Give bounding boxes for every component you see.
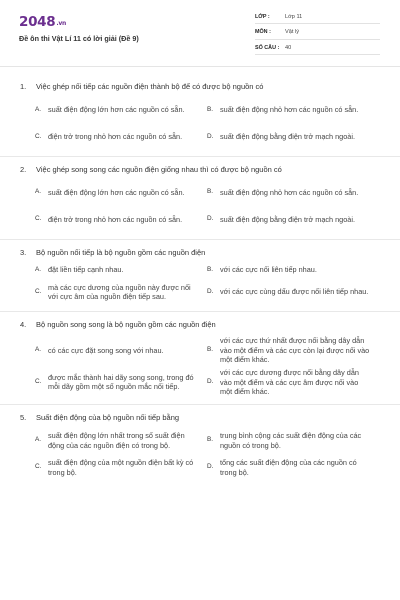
question-2 [0, 157, 400, 240]
option-a[interactable] [35, 98, 207, 122]
option-a[interactable] [35, 181, 207, 205]
meta-key: SỐ CÂU : [255, 44, 280, 51]
option-text: với các cực dương được nối bằng dây dẫn vào một điểm và các cực âm được nối vào một điểm khác. [220, 367, 359, 397]
option-text: suất điện động bằng điện trở mạch ngoài. [220, 214, 356, 224]
option-text: đặt liền tiếp cạnh nhau. [48, 265, 124, 275]
question-text: Bộ nguồn nối tiếp là bộ nguồn gồm các nguồn điện [36, 247, 206, 257]
option-letter: C. [35, 215, 42, 223]
question-number: 4. [20, 320, 27, 330]
question-text: Suất điện động của bộ nguồn nối tiếp bằng [36, 412, 180, 422]
option-letter: A. [35, 188, 42, 196]
question-4 [0, 312, 400, 405]
exam-meta [255, 10, 380, 57]
option-b[interactable] [207, 263, 379, 277]
meta-key: MÔN : [255, 29, 271, 36]
logo-main: 2048 [19, 14, 56, 30]
answer-options [20, 98, 386, 149]
answer-options [20, 429, 386, 480]
question-number: 3. [20, 247, 27, 257]
question-list [0, 74, 400, 487]
option-text: suất điện động lớn nhất trong số suất điện động của các nguồn điện có trong bộ. [48, 430, 185, 450]
option-letter: D. [207, 463, 214, 471]
question-number: 2. [20, 164, 27, 174]
answer-options [20, 336, 386, 397]
option-c[interactable] [35, 456, 207, 480]
question-prompt [20, 82, 386, 92]
question-prompt [20, 248, 386, 258]
question-prompt [20, 165, 386, 175]
option-letter: D. [207, 378, 214, 386]
question-5 [0, 405, 400, 487]
page-header [0, 0, 400, 74]
option-text: mà các cực dương của nguồn này được nối với cực âm của nguồn điện tiếp sau. [48, 282, 191, 302]
option-b[interactable] [207, 336, 379, 365]
meta-row-subject [255, 26, 380, 40]
option-d[interactable] [207, 456, 379, 480]
option-text: với các cực cùng dấu được nối liên tiếp nhau. [220, 287, 369, 297]
option-text: với các cực nối liên tiếp nhau. [220, 265, 317, 275]
meta-key: LỚP : [255, 13, 270, 20]
answer-options [20, 181, 386, 232]
option-text: được mắc thành hai dãy song song, trong đó mỗi dãy gồm một số nguồn mắc nối tiếp. [48, 372, 194, 392]
option-b[interactable] [207, 98, 379, 122]
option-letter: B. [207, 188, 214, 196]
question-1 [0, 74, 400, 157]
option-letter: C. [35, 378, 42, 386]
option-letter: A. [35, 266, 42, 274]
option-letter: D. [207, 215, 214, 223]
meta-row-class [255, 10, 380, 24]
option-letter: D. [207, 132, 214, 140]
option-d[interactable] [207, 368, 379, 397]
logo-domain: .vn [56, 20, 66, 27]
option-b[interactable] [207, 429, 379, 453]
option-d[interactable] [207, 280, 379, 304]
question-number: 5. [20, 412, 27, 422]
question-prompt [20, 413, 386, 423]
option-c[interactable] [35, 280, 207, 304]
option-letter: A. [35, 105, 42, 113]
option-c[interactable] [35, 125, 207, 149]
option-text: điện trở trong nhỏ hơn các nguồn có sẵn. [48, 214, 183, 224]
option-a[interactable] [35, 336, 207, 365]
option-d[interactable] [207, 208, 379, 232]
option-letter: B. [207, 346, 214, 354]
option-text: suất điện động bằng điện trở mạch ngoài. [220, 131, 356, 141]
question-text: Bộ nguồn song song là bộ nguồn gồm các nguồn điện [36, 320, 216, 330]
meta-value: 40 [285, 44, 292, 51]
exam-title: Đề ôn thi Vật Lí 11 có lời giải (Đề 9) [19, 34, 139, 43]
option-letter: B. [207, 266, 214, 274]
site-logo[interactable] [19, 14, 66, 32]
answer-options [20, 263, 386, 304]
option-letter: B. [207, 436, 214, 444]
question-text: Việc ghép song song các nguồn điện giống nhau thì có được bộ nguồn có [36, 164, 282, 174]
option-letter: C. [35, 288, 42, 296]
option-text: suất điện động nhỏ hơn các nguồn có sẵn. [220, 104, 359, 114]
option-text: suất điện động lớn hơn các nguồn có sẵn. [48, 187, 185, 197]
option-text: suất điện động lớn hơn các nguồn có sẵn. [48, 104, 185, 114]
option-letter: D. [207, 288, 214, 296]
question-number: 1. [20, 82, 27, 91]
option-letter: C. [35, 463, 42, 471]
question-prompt [20, 320, 386, 330]
question-text: Việc ghép nối tiếp các nguồn điện thành bộ để có được bộ nguồn có [36, 82, 264, 91]
option-letter: A. [35, 436, 42, 444]
option-text: suất điện động nhỏ hơn các nguồn có sẵn. [220, 187, 359, 197]
meta-row-count [255, 41, 380, 55]
meta-value: Lớp 11 [285, 13, 303, 20]
option-a[interactable] [35, 263, 207, 277]
header-divider [0, 66, 400, 67]
question-3 [0, 240, 400, 313]
option-letter: B. [207, 105, 214, 113]
option-text: suất điện động của một nguồn điện bất kỳ có trong bộ. [48, 457, 194, 477]
meta-value: Vật lý [285, 29, 299, 36]
option-c[interactable] [35, 368, 207, 397]
option-text: tổng các suất điện động của các nguồn có trong bộ. [220, 457, 357, 477]
option-d[interactable] [207, 125, 379, 149]
option-letter: A. [35, 346, 42, 354]
option-text: với các cực thứ nhất được nối bằng dây dẫn vào một điểm và các cực còn lại được nối vào một điểm khác. [220, 336, 370, 365]
option-a[interactable] [35, 429, 207, 453]
option-text: trung bình cộng các suất điện động của các nguồn có trong bộ. [220, 430, 362, 450]
option-text: điện trở trong nhỏ hơn các nguồn có sẵn. [48, 131, 183, 141]
option-letter: C. [35, 132, 42, 140]
option-b[interactable] [207, 181, 379, 205]
option-text: có các cực đặt song song với nhau. [48, 345, 164, 355]
option-c[interactable] [35, 208, 207, 232]
